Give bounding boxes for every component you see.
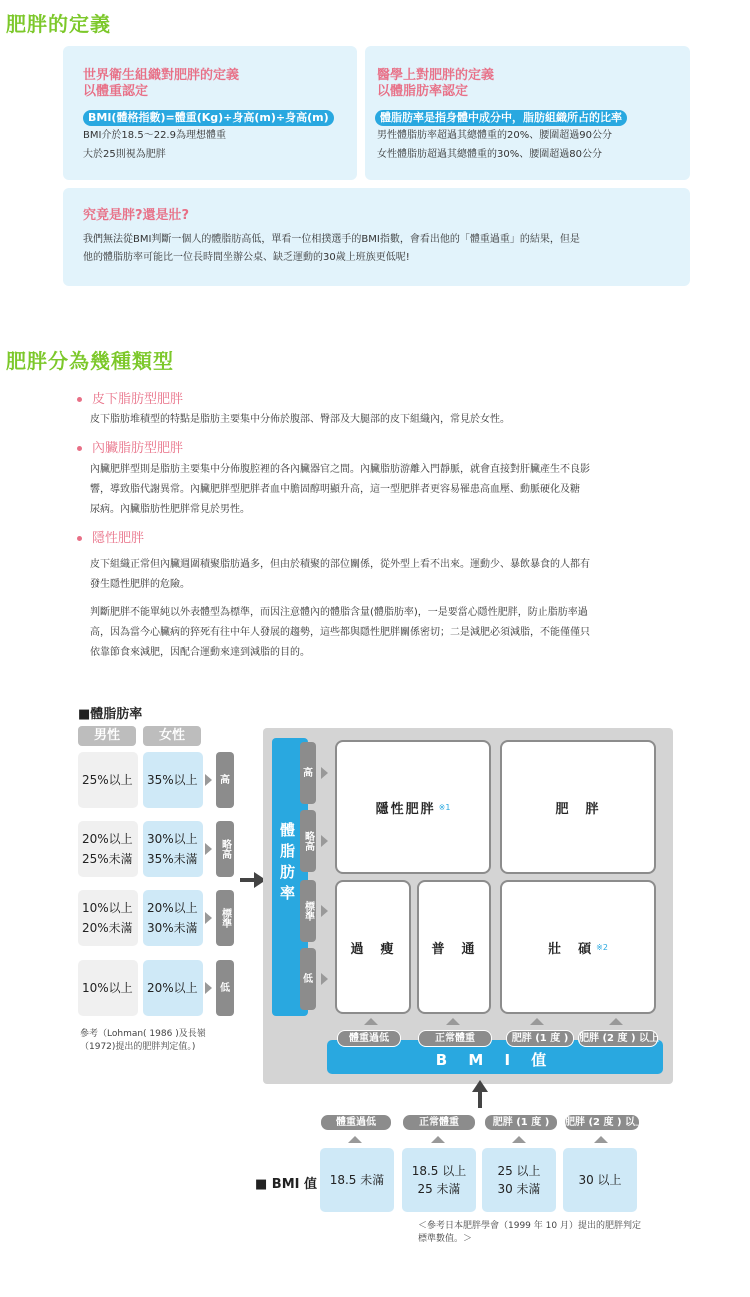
bmi-cat-underweight: 體重過低: [337, 1030, 401, 1047]
para-line: 內臟肥胖型則是脂肪主要集中分佈腹腔裡的各內臟器官之間。內臟脂肪游離入門靜脈，就會直接對肝臟產生不良影: [90, 464, 590, 475]
arrow-right-icon: [205, 843, 212, 855]
male-value: 10%以上: [82, 901, 133, 915]
fat-or-strong-title: 究竟是胖?還是壯?: [83, 208, 190, 223]
arrow-up-icon: [348, 1136, 362, 1143]
male-value: 25%以上: [82, 773, 133, 787]
level-text: 略高: [219, 839, 231, 859]
male-row-slightly-high: [78, 821, 138, 877]
male-value: 25%未滿: [82, 852, 133, 866]
arrow-shaft: [478, 1092, 482, 1108]
medical-title-1: 醫學上對肥胖的定義: [377, 68, 495, 83]
female-row-low: [143, 960, 203, 1016]
bmi-value-3: 25 以上 30 未滿: [482, 1148, 556, 1212]
arrow-right-icon: [321, 835, 328, 847]
bmi-axis-label: B M I 值: [435, 1051, 555, 1069]
para-line: 尿病。內臟脂肪性肥胖常見於男性。: [90, 504, 250, 515]
arrow-right-icon: [321, 905, 328, 917]
bmi-value-1: 18.5 未滿: [320, 1148, 394, 1212]
type-visceral-desc: [90, 460, 590, 520]
bullet-dot: [77, 446, 82, 451]
type-subcutaneous-desc: [90, 410, 510, 430]
cell-label: 隱性肥胖: [375, 801, 436, 817]
arrow-up-icon: [364, 1018, 378, 1025]
axis-level-standard: [300, 880, 316, 942]
bullet-dot: [77, 397, 82, 402]
bmi-value-2: 18.5 以上 25 未滿: [402, 1148, 476, 1212]
reference-2: ＜參考日本肥胖學會（1999 年 10 月）提出的肥胖判定標準數值。＞: [418, 1221, 641, 1244]
section-title-definition: 肥胖的定義: [6, 12, 111, 36]
bullet-dot: [77, 536, 82, 541]
level-high: 高: [216, 752, 234, 808]
medical-definition-box: [365, 46, 690, 180]
level-low: 低: [216, 960, 234, 1016]
type-subcutaneous: [77, 388, 183, 407]
para-line: 皮下組織正常但內臟週圍積聚脂肪過多，但由於積聚的部位關係，從外型上看不出來。運動少、暴飲暴食的人都有: [90, 559, 590, 570]
level-text: 標準: [302, 901, 314, 921]
arrow-up-icon: [530, 1018, 544, 1025]
medical-line-1: 男性體脂肪率超過其總體重的20%、腰圍超過90公分: [377, 130, 612, 141]
female-value: 20%以上: [147, 901, 198, 915]
note-marker: ※1: [438, 802, 451, 812]
female-value: 35%以上: [147, 773, 198, 787]
bmi-formula: BMI(體格指數)=體重(Kg)÷身高(m)÷身高(m): [83, 110, 334, 126]
arrow-up-icon: [609, 1018, 623, 1025]
reference-1: 參考（Lohman( 1986 )及長嶺（1972)提出的肥胖判定值。): [80, 1029, 206, 1052]
who-line-1: BMI介於18.5～22.9為理想體重: [83, 130, 226, 141]
bmi-cat-normal: 正常體重: [418, 1030, 492, 1047]
who-title-2: 以體重認定: [83, 84, 149, 99]
level-text: 標準: [219, 908, 231, 928]
medical-title-2: 以體脂肪率認定: [377, 84, 469, 99]
type-hidden-desc: [90, 555, 590, 595]
arrow-up-icon: [431, 1136, 445, 1143]
bmi-cat-obese1: 肥胖 (1 度 ): [506, 1030, 574, 1047]
bmi-cat-obese2: 肥胖 (2 度 ) 以上: [578, 1030, 658, 1047]
arrow-up-icon: [446, 1018, 460, 1025]
female-header: 女性: [143, 726, 201, 746]
arrow-right-icon: [321, 973, 328, 985]
arrow-right-icon: [205, 982, 212, 994]
judgement-desc: [90, 603, 590, 663]
para-line: 依靠節食來減肥，因配合運動來達到減脂的目的。: [90, 647, 310, 658]
para-line: 高，因為當今心臟病的猝死有往中年人發展的趨勢，這些都與隱性肥胖關係密切；二是減肥必須減脂，不能僅僅只: [90, 627, 590, 638]
level-slightly-high: [216, 821, 234, 877]
level-text: 略高: [302, 831, 314, 851]
arrow-up-big-icon: [472, 1080, 488, 1092]
axis-level-slightly-high: [300, 810, 316, 872]
female-value: 30%以上: [147, 832, 198, 846]
female-row-high: [143, 752, 203, 808]
note-marker: ※2: [596, 942, 608, 952]
type-hidden-name: 隱性肥胖: [92, 531, 145, 546]
female-row-standard: [143, 890, 203, 946]
who-line-2: 大於25則視為肥胖: [83, 149, 166, 160]
female-value: 35%未滿: [147, 852, 198, 866]
arrow-up-icon: [594, 1136, 608, 1143]
cell-too-thin: [335, 880, 411, 1014]
bodyfat-formula: 體脂肪率是指身體中成分中，脂肪組織所占的比率: [375, 110, 627, 126]
male-value: 20%以上: [82, 832, 133, 846]
axis-level-high: 高: [300, 742, 316, 804]
bodyfat-title: ■體脂肪率: [78, 707, 143, 722]
bmi-bottom-cat-obese2: 肥胖 (2 度 ) 以上: [564, 1114, 640, 1131]
male-header: 男性: [78, 726, 136, 746]
male-row-high: [78, 752, 138, 808]
axis-level-low: 低: [300, 948, 316, 1010]
who-definition-box: [63, 46, 357, 180]
cell-hidden-obesity: [335, 740, 491, 874]
who-title-1: 世界衛生組織對肥胖的定義: [83, 68, 240, 83]
arrow-right-icon: [321, 767, 328, 779]
arrow-right-icon: [205, 774, 212, 786]
cell-normal: [417, 880, 491, 1014]
cell-label: 過 瘦: [350, 941, 396, 957]
female-row-slightly-high: [143, 821, 203, 877]
bmi-bottom-cat-normal: 正常體重: [402, 1114, 476, 1131]
section-title-types: 肥胖分為幾種類型: [6, 349, 174, 373]
para-line: 響，導致脂代謝異常。內臟肥胖型肥胖者血中膽固醇明顯升高，這一型肥胖者更容易罹患高血壓、動脈硬化及糖: [90, 484, 580, 495]
type-visceral-name: 內臟脂肪型肥胖: [92, 441, 184, 456]
male-value: 20%未滿: [82, 921, 133, 935]
cell-obese: [500, 740, 656, 874]
fat-or-strong-line-1: 我們無法從BMI判斷一個人的體脂肪高低，單看一位相撲選手的BMI指數，會看出他的「體重過重」的結果，但是: [83, 234, 580, 245]
male-row-standard: [78, 890, 138, 946]
para-line: 皮下脂肪堆積型的特點是脂肪主要集中分佈於腹部、臀部及大腿部的皮下組織內，常見於女性。: [90, 414, 510, 425]
arrow-right-icon: [205, 912, 212, 924]
male-row-low: [78, 960, 138, 1016]
bmi-label: ■ BMI 值: [255, 1177, 318, 1192]
medical-line-2: 女性體脂肪超過其總體重的30%、腰圍超過80公分: [377, 149, 602, 160]
bmi-bottom-cat-underweight: 體重過低: [320, 1114, 392, 1131]
bodyfat-axis-label: 體脂肪率: [278, 822, 296, 906]
bmi-value-4: 30 以上: [563, 1148, 637, 1212]
para-line: 發生隱性肥胖的危險。: [90, 579, 190, 590]
type-visceral: [77, 437, 183, 456]
male-value: 10%以上: [82, 981, 133, 995]
level-standard: [216, 890, 234, 946]
cell-label: 壯 碩: [548, 941, 594, 957]
para-line: 判斷肥胖不能單純以外表體型為標準，而因注意體內的體脂含量(體脂肪率)，一是要當心隱性肥胖，防止脂肪率過: [90, 607, 588, 618]
type-hidden: [77, 527, 144, 546]
fat-or-strong-box: [63, 188, 690, 286]
female-value: 30%未滿: [147, 921, 198, 935]
bmi-bottom-cat-obese1: 肥胖 (1 度 ): [484, 1114, 558, 1131]
cell-label: 肥 胖: [555, 801, 601, 817]
female-value: 20%以上: [147, 981, 198, 995]
cell-label: 普 通: [431, 941, 477, 957]
arrow-up-icon: [512, 1136, 526, 1143]
type-subcutaneous-name: 皮下脂肪型肥胖: [92, 392, 184, 407]
cell-solid: [500, 880, 656, 1014]
fat-or-strong-line-2: 他的體脂肪率可能比一位長時間坐辦公桌、缺乏運動的30歲上班族更低呢!: [83, 252, 410, 263]
